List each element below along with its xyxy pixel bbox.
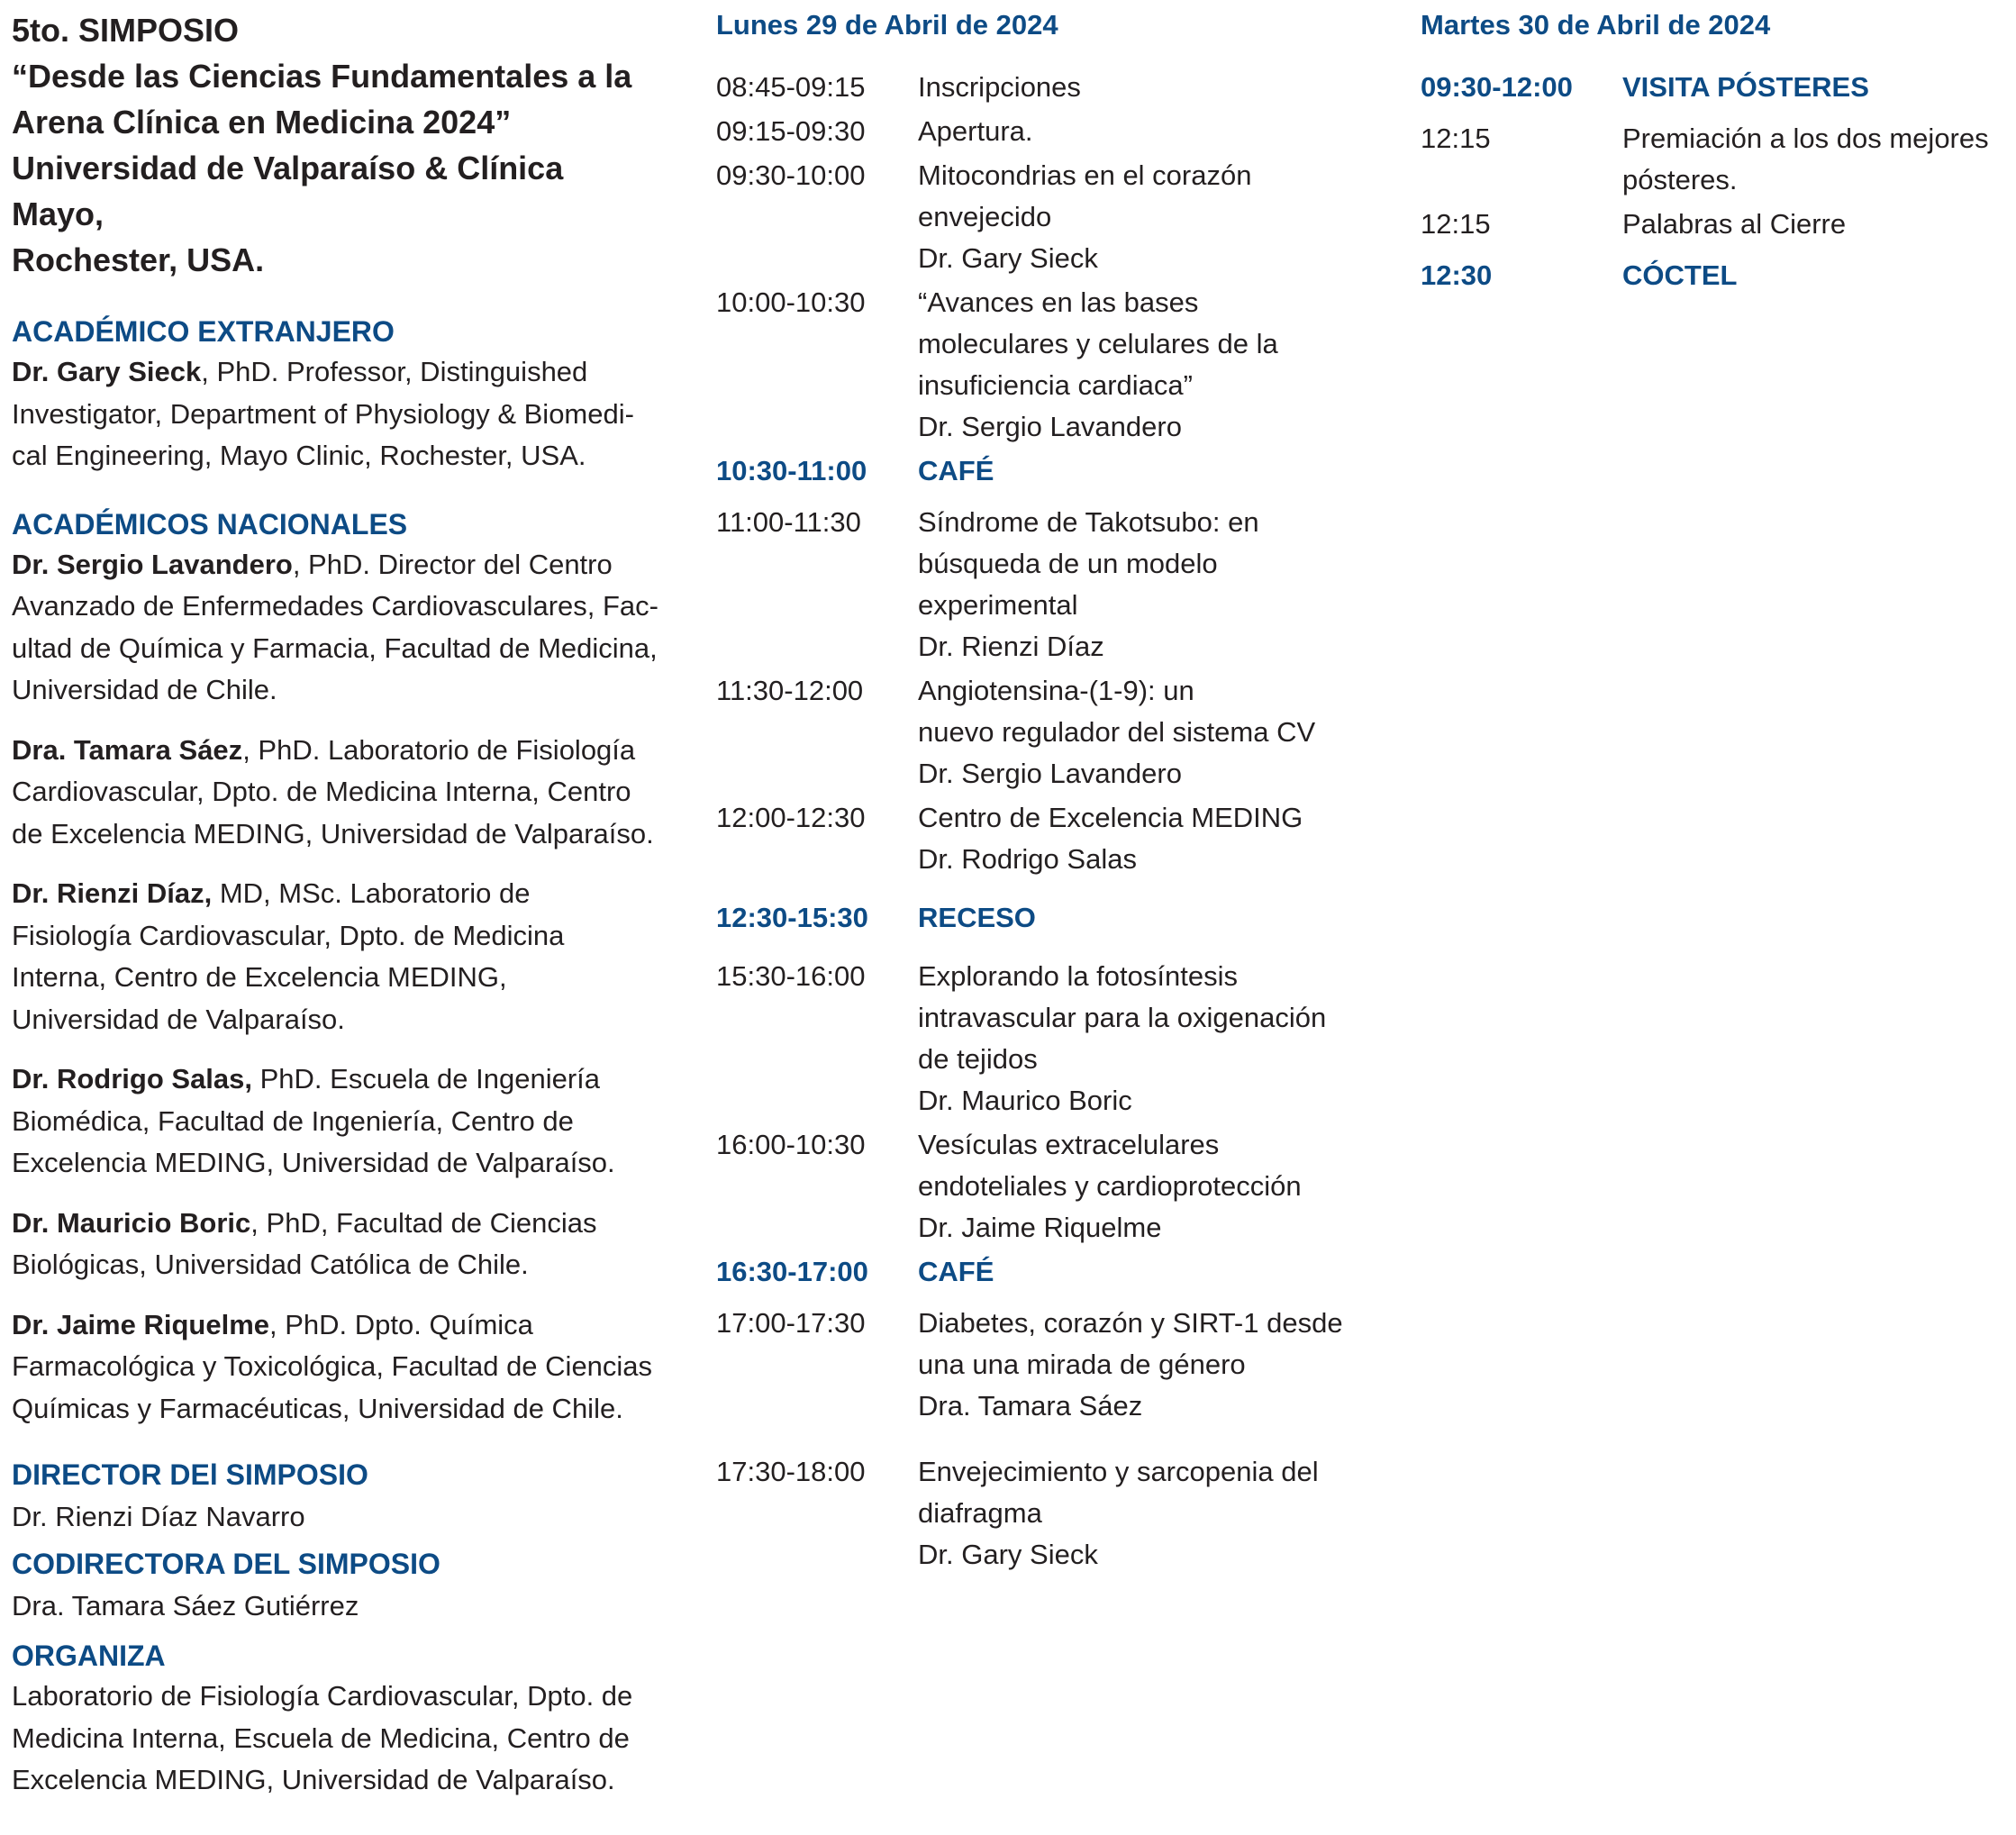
session-line: Angiotensina-(1-9): un: [918, 675, 1194, 706]
session-line: una una mirada de género: [918, 1349, 1246, 1380]
session-line: intravascular para la oxigenación: [918, 1002, 1327, 1033]
time-slot: 12:00-12:30: [716, 802, 866, 833]
bio-text: MD, MSc. Laboratorio de: [212, 877, 531, 909]
session-line: insuficiencia cardiaca”: [918, 369, 1193, 401]
person-name: Dr. Sergio Lavandero: [12, 548, 293, 580]
session-description: [1622, 204, 2006, 245]
session-description: [918, 282, 1365, 448]
bio-jaime-riquelme: [12, 1304, 660, 1431]
session-line: Dra. Tamara Sáez: [918, 1390, 1143, 1422]
session-line: Dr. Gary Sieck: [918, 1539, 1098, 1570]
session-description: [918, 1451, 1365, 1576]
bio-text: Farmacológica y Toxicológica, Facultad de Ciencias: [12, 1350, 653, 1382]
time-slot: 10:00-10:30: [716, 286, 866, 318]
bio-rodrigo-salas: [12, 1058, 660, 1185]
schedule-row: [716, 282, 1365, 448]
bio-text: , PhD. Laboratorio de Fisiología: [242, 733, 636, 766]
bio-tamara-saez: [12, 730, 660, 856]
session-description: [1622, 67, 2006, 108]
session-line: Dr. Jaime Riquelme: [918, 1212, 1162, 1243]
session-line: Dr. Sergio Lavandero: [918, 758, 1182, 789]
time-slot: 10:30-11:00: [716, 455, 867, 486]
time-slot: 09:30-12:00: [1421, 71, 1573, 103]
session-line: de tejidos: [918, 1043, 1038, 1075]
time-slot: 12:30: [1421, 259, 1493, 291]
person-name: Dra. Tamara Sáez: [12, 733, 243, 766]
time-slot: 16:30-17:00: [716, 1256, 868, 1287]
session-description: [918, 956, 1365, 1122]
session-description: [918, 1251, 1365, 1293]
person-name: Dr. Rodrigo Salas,: [12, 1063, 253, 1095]
bio-text: cal Engineering, Mayo Clinic, Rochester, USA.: [12, 440, 586, 471]
session-line: Mitocondrias en el corazón: [918, 159, 1252, 191]
symposium-title: [12, 7, 660, 283]
bio-text: de Excelencia MEDING, Universidad de Valparaíso.: [12, 817, 654, 849]
schedule-row: [716, 1451, 1365, 1576]
codirector-heading: CODIRECTORA DEL SIMPOSIO: [12, 1547, 440, 1580]
session-description: [918, 450, 1365, 492]
session-line: Premiación a los dos mejores: [1622, 123, 1989, 154]
time-slot: 12:15: [1421, 123, 1491, 154]
schedule-break-row: [716, 450, 1365, 492]
schedule-row: [716, 67, 1365, 108]
session-line: envejecido: [918, 201, 1052, 232]
session-line: Dr. Gary Sieck: [918, 242, 1098, 274]
bio-sergio-lavandero: [12, 544, 660, 712]
session-description: [1622, 118, 2006, 201]
person-name: Dr. Mauricio Boric: [12, 1206, 251, 1239]
title-line: Universidad de Valparaíso & Clínica Mayo,: [12, 150, 564, 232]
schedule-break-row: [716, 897, 1365, 939]
session-line: RECESO: [918, 902, 1036, 933]
codirector-name: Dra. Tamara Sáez Gutiérrez: [12, 1589, 359, 1622]
time-slot: 09:15-09:30: [716, 115, 866, 147]
schedule-break-row: [716, 1251, 1365, 1293]
title-line: Rochester, USA.: [12, 241, 265, 278]
day2-heading: Martes 30 de Abril de 2024: [1421, 9, 1771, 41]
session-line: CAFÉ: [918, 1256, 994, 1287]
day2-rows: [1421, 67, 2006, 296]
schedule-row: [716, 155, 1365, 279]
bio-text: Excelencia MEDING, Universidad de Valparaíso.: [12, 1147, 615, 1178]
time-slot: 09:30-10:00: [716, 159, 866, 191]
session-description: [918, 502, 1365, 668]
schedule-row: [1421, 118, 2006, 201]
session-description: [918, 1303, 1365, 1427]
bio-text: Fisiología Cardiovascular, Dpto. de Medicina: [12, 919, 565, 951]
time-slot: 17:00-17:30: [716, 1307, 866, 1339]
day1-heading: Lunes 29 de Abril de 2024: [716, 9, 1058, 41]
session-description: [918, 897, 1365, 939]
bio-mauricio-boric: [12, 1203, 660, 1286]
time-slot: 11:30-12:00: [716, 675, 864, 706]
director-name: Dr. Rienzi Díaz Navarro: [12, 1501, 305, 1532]
schedule-break-row: [1421, 67, 2006, 108]
session-description: [918, 111, 1365, 152]
session-line: Dr. Sergio Lavandero: [918, 411, 1182, 442]
schedule-row: [716, 956, 1365, 1122]
time-slot: 17:30-18:00: [716, 1456, 866, 1487]
schedule-row: [716, 670, 1365, 795]
session-line: Dr. Rodrigo Salas: [918, 843, 1137, 875]
schedule-break-row: [1421, 255, 2006, 296]
time-slot: 08:45-09:15: [716, 71, 866, 103]
bio-text: Biológicas, Universidad Católica de Chile.: [12, 1249, 529, 1280]
session-line: pósteres.: [1622, 164, 1738, 195]
bio-text: , PhD. Director del Centro: [292, 548, 613, 580]
day1-rows: [716, 67, 1365, 1576]
bio-text: Químicas y Farmacéuticas, Universidad de Chile.: [12, 1392, 623, 1424]
session-line: VISITA PÓSTERES: [1622, 71, 1869, 103]
bio-gary-sieck: [12, 351, 660, 477]
bio-text: PhD. Escuela de Ingeniería: [252, 1063, 601, 1095]
session-description: [918, 1124, 1365, 1249]
time-slot: 12:30-15:30: [716, 902, 868, 933]
bio-text: , PhD, Facultad de Ciencias: [250, 1206, 597, 1239]
session-line: Explorando la fotosíntesis: [918, 960, 1238, 992]
schedule-row: [716, 502, 1365, 668]
person-name: Dr. Rienzi Díaz,: [12, 877, 213, 909]
session-line: Centro de Excelencia MEDING: [918, 802, 1303, 833]
time-slot: 15:30-16:00: [716, 960, 866, 992]
title-line: “Desde las Ciencias Fundamentales a la: [12, 58, 632, 95]
bio-text: Avanzado de Enfermedades Cardiovasculares, Fac-: [12, 590, 658, 622]
title-line: 5to. SIMPOSIO: [12, 12, 240, 49]
bio-text: Universidad de Valparaíso.: [12, 1003, 345, 1035]
bio-rienzi-diaz: [12, 873, 660, 1040]
left-column: [12, 0, 660, 1802]
session-line: búsqueda de un modelo: [918, 548, 1218, 579]
session-line: experimental: [918, 589, 1078, 621]
schedule-row: [716, 1303, 1365, 1427]
time-slot: 11:00-11:30: [716, 506, 861, 538]
session-line: moleculares y celulares de la: [918, 328, 1278, 359]
session-line: Palabras al Cierre: [1622, 208, 1847, 240]
title-line: Arena Clínica en Medicina 2024”: [12, 104, 512, 141]
bio-text: Interna, Centro de Excelencia MEDING,: [12, 961, 507, 993]
bio-text: , PhD. Dpto. Química: [269, 1308, 533, 1340]
day2-schedule: [1421, 0, 2006, 296]
director-heading: DIRECTOR DEl SIMPOSIO: [12, 1458, 368, 1491]
organizer-text: [12, 1676, 660, 1802]
bio-text: Biomédica, Facultad de Ingeniería, Centro de: [12, 1104, 574, 1137]
session-line: CAFÉ: [918, 455, 994, 486]
person-name: Dr. Jaime Riquelme: [12, 1308, 270, 1340]
session-line: Dr. Rienzi Díaz: [918, 631, 1104, 662]
session-line: Diabetes, corazón y SIRT-1 desde: [918, 1307, 1343, 1339]
session-line: diafragma: [918, 1497, 1042, 1529]
bio-text: Universidad de Chile.: [12, 674, 277, 705]
time-slot: 12:15: [1421, 208, 1491, 240]
session-line: Síndrome de Takotsubo: en: [918, 506, 1259, 538]
session-line: Envejecimiento y sarcopenia del: [918, 1456, 1319, 1487]
session-line: “Avances en las bases: [918, 286, 1199, 318]
national-academics-heading: ACADÉMICOS NACIONALES: [12, 507, 408, 541]
session-line: CÓCTEL: [1622, 259, 1738, 291]
bio-text: ultad de Química y Farmacia, Facultad de Medicina,: [12, 631, 658, 664]
schedule-row: [716, 111, 1365, 152]
organizer-line: Laboratorio de Fisiología Cardiovascular, Dpto. de: [12, 1680, 633, 1712]
schedule-row: [716, 797, 1365, 880]
schedule-row: [716, 1124, 1365, 1249]
organizer-line: Excelencia MEDING, Universidad de Valparaíso.: [12, 1764, 615, 1795]
session-description: [1622, 255, 2006, 296]
session-line: endoteliales y cardioprotección: [918, 1170, 1302, 1202]
day1-schedule: [716, 0, 1365, 1576]
schedule-row: [1421, 204, 2006, 245]
session-description: [918, 670, 1365, 795]
session-line: Apertura.: [918, 115, 1033, 147]
session-line: Vesículas extracelulares: [918, 1129, 1220, 1160]
person-name: Dr. Gary Sieck: [12, 356, 202, 387]
bio-text: Investigator, Department of Physiology & Biomedi-: [12, 397, 634, 430]
session-description: [918, 67, 1365, 108]
session-description: [918, 155, 1365, 279]
bio-text: Cardiovascular, Dpto. de Medicina Interna, Centro: [12, 776, 631, 807]
session-line: Dr. Maurico Boric: [918, 1085, 1132, 1116]
organizer-heading: ORGANIZA: [12, 1640, 166, 1672]
foreign-academic-heading: ACADÉMICO EXTRANJERO: [12, 315, 395, 348]
bio-text: , PhD. Professor, Distinguished: [201, 356, 588, 387]
time-slot: 16:00-10:30: [716, 1129, 866, 1160]
organizer-line: Medicina Interna, Escuela de Medicina, Centro de: [12, 1721, 630, 1754]
session-line: Inscripciones: [918, 71, 1081, 103]
session-line: nuevo regulador del sistema CV: [918, 716, 1316, 748]
session-description: [918, 797, 1365, 880]
